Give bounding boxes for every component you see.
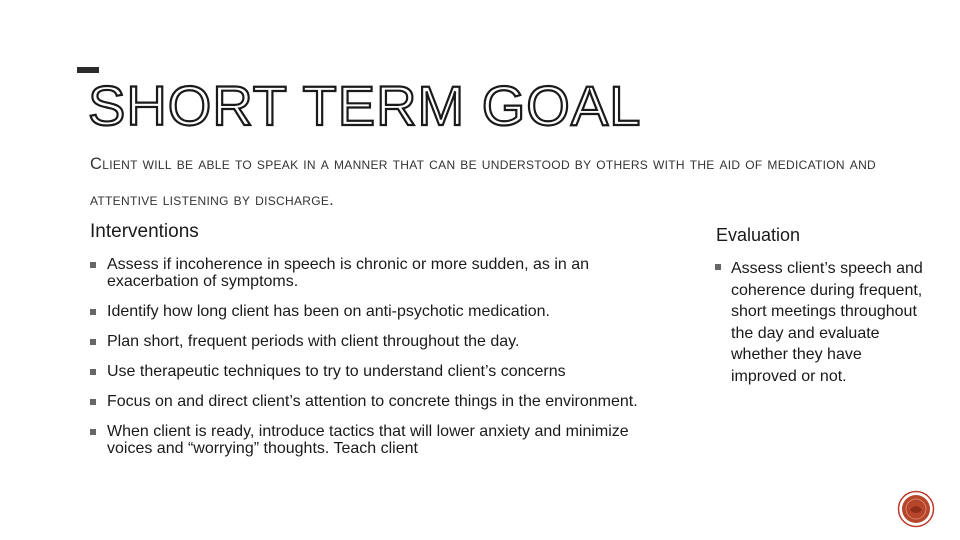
list-item: Identify how long client has been on anti-psychotic medication.: [90, 303, 670, 320]
goal-statement: Client will be able to speak in a manner that can be understood by others with the aid of medication and attentive listening by discharge.: [90, 155, 876, 209]
list-item: Use therapeutic techniques to try to understand client’s concerns: [90, 363, 670, 380]
interventions-heading: Interventions: [90, 221, 199, 242]
interventions-list: [90, 256, 670, 470]
list-item: Plan short, frequent periods with client throughout the day.: [90, 333, 670, 350]
circular-emblem-icon: [897, 490, 935, 528]
slide-title: SHORT TERM GOAL: [88, 74, 642, 137]
list-item: Assess client’s speech and coherence during frequent, short meetings throughout the day and evaluate whether they have improved or not.: [715, 258, 930, 387]
evaluation-heading: Evaluation: [716, 225, 801, 245]
list-item: Assess if incoherence in speech is chronic or more sudden, as in an exacerbation of symptoms.: [90, 256, 670, 290]
list-item: Focus on and direct client’s attention to concrete things in the environment.: [90, 393, 670, 410]
list-item: When client is ready, introduce tactics that will lower anxiety and minimize voices and “worrying” thoughts. Teach client: [90, 423, 670, 457]
title-accent-bar: [77, 67, 99, 73]
evaluation-list: [715, 258, 930, 387]
